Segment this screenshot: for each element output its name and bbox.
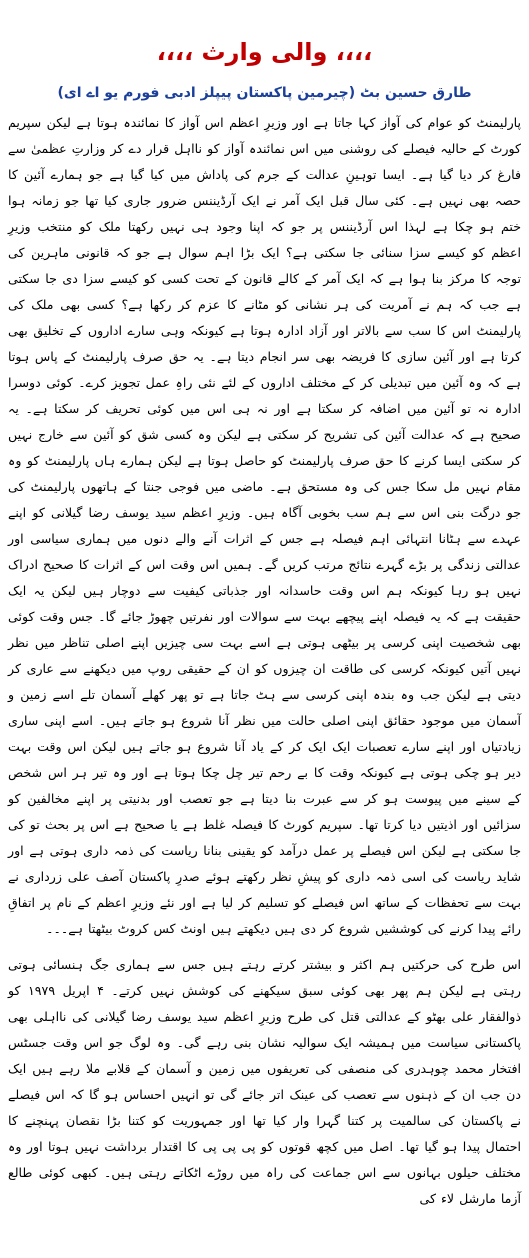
article-body [8, 110, 521, 1212]
article-title: ،،،، والی وارث ،،،، [156, 38, 373, 66]
paragraph: اس طرح کی حرکتیں ہم اکثر و بیشتر کرتے رہتے ہیں جس سے ہماری جگ ہنسائی ہوتی رہتی ہے لیکن ہم پھر بھی کوئی سبق سیکھنے کی کوشش نہیں کرتے۔ ۴ اپریل ۱۹۷۹ کو ذوالفقار علی بھٹو کے عدالتی قتل کی طرح وزیرِ اعظم سید یوسف رضا گیلانی کی نااہلی بھی پاکستانی سیاست میں ہمیشہ ایک سوالیہ نشان بنی رہے گی۔ وہ لوگ جو اس وقت جسٹس افتخار محمد چوہدری کی منصفی کی تعریفوں میں زمین و آسمان کے قلابے ملا رہے ہیں ایک دن جب ان کے ذہنوں سے تعصب کی عینک اتر جائے گی تو انہیں احساس ہو گا کہ اس فیصلے نے پاکستان کی سالمیت پر کتنا گہرا وار کیا تھا اور جمہوریت کو کتنا بڑا نقصان پہنچنے کا احتمال پیدا ہو گیا تھا۔ اصل میں کچھ قوتوں کو پی پی پی کا اقتدار برداشت نہیں ہوتا اور وہ مختلف حیلوں بہانوں سے اس جماعت کی راہ میں روڑے اٹکاتے رہتی ہیں۔ کبھی کوئی طالع آزما مارشل لاء کی [8, 957, 521, 1206]
author-byline: طارق حسین بٹ (چیرمین پاکستان پیپلز ادبی فورم یو اے ای) [57, 85, 472, 101]
paragraph: پارلیمنٹ کو عوام کی آواز کہا جاتا ہے اور وزیرِ اعظم اس آواز کا نمائندہ ہوتا ہے لیکن سپریم کورٹ کے حالیہ فیصلے کی روشنی میں اس نمائندہ آواز کو نااہل قرار دے کر وزارتِ عظمیٰ سے فارغ کر دیا گیا ہے۔ ایسا توہینِ عدالت کے جرم کی پاداش میں کیا گیا ہے جو ہمارے آئین کا حصہ بھی نہیں ہے۔ کئی سال قبل ایک آمر نے ایک آرڈیننس ضرور جاری کیا تھا جو زمانہ ہوا ختم ہو چکا ہے لہذا اس آرڈیننس پر جو کہ اپنا وجود ہی نہیں رکھتا ملک کو منتخب وزیرِ اعظم کو کیسے سزا سنائی جا سکتی ہے؟ ایک بڑا اہم سوال ہے جو کہ قانونی ماہرین کی توجہ کا مرکز بنا ہوا ہے کہ ایک آمر کے کالے قانون کے تحت کسی کو کیسے سزا دی جا سکتی ہے جب کہ ہم نے آمریت کی ہر نشانی کو مٹانے کا عزم کر رکھا ہے؟ کسی بھی ملک کی پارلیمنٹ اس کا سب سے بالاتر اور آزاد ادارہ ہوتا ہے کیونکہ وہی سارے اداروں کے تخلیق بھی کرتا ہے اور آئین سازی کا فریضہ بھی سر انجام دیتا ہے۔ یہ حق صرف پارلیمنٹ کے پاس ہوتا ہے کہ وہ آئین میں تبدیلی کر کے مختلف اداروں کے لئے نئی راہِ عمل تجویز کرے۔ کوئی دوسرا ادارہ نہ تو آئین میں اضافہ کر سکتا ہے اور نہ ہی اس میں کوئی تحریف کر سکتا ہے۔ یہ صحیح ہے کہ عدالت آئین کی تشریح کر سکتی ہے لیکن وہ کسی شق کو آئین سے خارج نہیں کر سکتی ایسا کرنے کا حق صرف پارلیمنٹ کو حاصل ہوتا ہے لیکن ہمارے ہاں پارلیمنٹ کو وہ مقام نہیں مل سکا جس کی وہ مستحق ہے۔ ماضی میں فوجی جنتا کے ہاتھوں پارلیمنٹ کی جو درگت بنی اس سے ہم سب بخوبی آگاہ ہیں۔ وزیرِ اعظم سید یوسف رضا گیلانی کو اپنے عہدے سے ہٹانا انتہائی اہم فیصلہ ہے جس کے اثرات آنے والے دنوں میں ہماری سیاسی اور عدالتی زندگی پر بڑے گہرے نتائج مرتب کریں گے۔ ہمیں اس وقت اس کے اثرات کا صحیح ادراک نہیں ہو رہا کیونکہ ہم اس وقت حاسدانہ اور جذباتی کیفیت سے دوچار ہیں لیکن یہ ایک حقیقت ہے کہ یہ فیصلہ اپنے پیچھے بہت سے سوالات اور نفرتیں چھوڑ جائے گا۔ جس وقت کوئی بھی شخصیت اپنی کرسی پر بیٹھی ہوتی ہے اسے بہت سی چیزیں اپنے اصلی تناظر میں نظر نہیں آتیں کیونکہ کرسی کی طاقت ان چیزوں کو ان کے حقیقی روپ میں دیکھنے سے عاری کر دیتی ہے لیکن جب وہ بندہ اپنی کرسی سے ہٹ جاتا ہے تو پھر کھلے آسمان تلے اسے زمین و آسمان میں موجود حقائق اپنی اصلی حالت میں نظر آنا شروع ہو جاتے ہیں۔ اسے اپنی ساری زیادتیاں اور اپنے سارے تعصبات ایک ایک کر کے یاد آنا شروع ہو جاتے ہیں لیکن اس وقت بہت دیر ہو چکی ہوتی ہے کیونکہ وقت کا بے رحم تیر چل چکا ہوتا ہے اور وہ تیر ہر اس شخص کے سینے میں پیوست ہو کر سے عبرت بنا دیتا ہے جو تعصب اور بدنیتی پر اپنے مخالفین کو سزائیں اور اذیتیں دیا کرتا تھا۔ سپریم کورٹ کا فیصلہ غلط ہے یا صحیح ہے اس پر بحث تو کی جا سکتی ہے لیکن اس فیصلے پر عمل درآمد کو یقینی بنانا ریاست کی ذمہ داری ہوتی ہے اور شاید ریاست کی اسی ذمہ داری کو پیشِ نظر رکھتے ہوئے صدرِ پاکستان آصف علی زرداری نے بہت سے تحفظات کے ساتھ اس فیصلے کو تسلیم کر لیا ہے اور نئے وزیرِ اعظم کے نام پر اتفاقِ رائے پیدا کرنے کی کوششیں شروع کر دی ہیں دیکھتے ہیں اونٹ کس کروٹ بیٹھتا ہے۔۔۔ [8, 115, 521, 936]
